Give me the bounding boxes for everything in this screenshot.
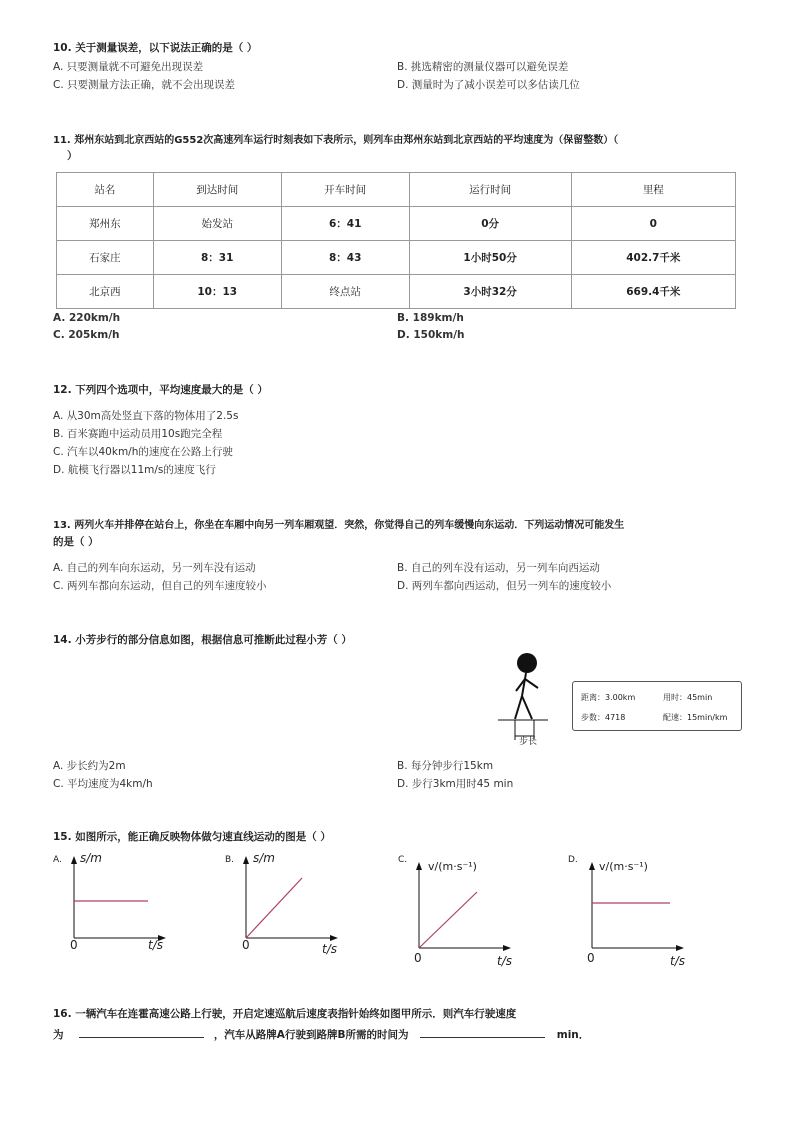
q13-stem-end: 的是（ ） xyxy=(53,536,99,548)
graph-b-line xyxy=(246,878,302,938)
steps-readout: 步数：4718 xyxy=(581,713,626,722)
graph-d-letter: D. xyxy=(568,855,578,865)
table-cell: 终点站 xyxy=(281,275,409,309)
table-cell: 0 xyxy=(571,207,735,241)
table-header-row xyxy=(57,173,736,207)
graph-d-ylabel: v/(m·s⁻¹) xyxy=(599,860,648,873)
time-answer-blank[interactable] xyxy=(420,1026,545,1038)
table-header: 运行时间 xyxy=(409,173,571,207)
q11-option-c[interactable]: C. 205km/h xyxy=(53,329,120,341)
q10-option-a[interactable]: A. 只要测量就不可避免出现误差 xyxy=(53,61,204,73)
table-row xyxy=(57,207,736,241)
table-cell: 0分 xyxy=(409,207,571,241)
table-cell: 3小时32分 xyxy=(409,275,571,309)
q16-stem: 16. 一辆汽车在连霍高速公路上行驶，开启定速巡航后速度表指针始终如图甲所示．则汽车行驶速度 xyxy=(53,1008,517,1020)
q14-option-d[interactable]: D. 步行3km用时45 min xyxy=(397,778,514,790)
graph-a-ylabel: s/m xyxy=(80,851,102,865)
q11-option-b[interactable]: B. 189km/h xyxy=(397,312,464,324)
q14-option-c[interactable]: C. 平均速度为4km/h xyxy=(53,778,153,790)
graph-c-xlabel: t/s xyxy=(497,954,512,968)
q13-option-a[interactable]: A. 自己的列车向东运动，另一列车没有运动 xyxy=(53,562,256,574)
graph-a-xlabel: t/s xyxy=(148,938,163,952)
graph-d-origin: 0 xyxy=(587,951,595,965)
graph-c-line xyxy=(419,892,477,948)
q16-text-b: ，汽车从路牌A行驶到路牌B所需的时间为 xyxy=(213,1029,409,1041)
pace-readout: 配速：15min/km xyxy=(663,713,728,722)
graph-d-xlabel: t/s xyxy=(670,954,685,968)
q16-text-a: 为 xyxy=(53,1029,64,1041)
table-cell: 石家庄 xyxy=(57,241,154,275)
q12-stem: 12. 下列四个选项中，平均速度最大的是（ ） xyxy=(53,384,268,396)
q12-option-c[interactable]: C. 汽车以40km/h的速度在公路上行驶 xyxy=(53,446,233,458)
table-cell: 669.4千米 xyxy=(571,275,735,309)
q16-line2 xyxy=(53,1026,589,1042)
distance-readout: 距离：3.00km xyxy=(581,693,636,702)
walking-figure xyxy=(498,648,558,748)
table-header: 到达时间 xyxy=(153,173,281,207)
speed-answer-blank[interactable] xyxy=(79,1026,204,1038)
q16-text-c: min． xyxy=(556,1029,590,1041)
q11-stem-end: ） xyxy=(67,150,78,162)
table-cell: 始发站 xyxy=(153,207,281,241)
graph-b-ylabel: s/m xyxy=(253,851,275,865)
q11-option-a[interactable]: A. 220km/h xyxy=(53,312,121,324)
table-header: 里程 xyxy=(571,173,735,207)
q10-option-c[interactable]: C. 只要测量方法正确，就不会出现误差 xyxy=(53,79,236,91)
pedometer-card xyxy=(572,681,742,731)
graph-b-origin: 0 xyxy=(242,938,250,952)
graph-a-letter: A. xyxy=(53,855,62,865)
timetable xyxy=(56,172,736,309)
q13-option-c[interactable]: C. 两列车都向东运动，但自己的列车速度较小 xyxy=(53,580,267,592)
q14-stem: 14. 小芳步行的部分信息如图，根据信息可推断此过程小芳（ ） xyxy=(53,634,352,646)
graph-c-letter: C. xyxy=(398,855,408,865)
q13-option-d[interactable]: D. 两列车都向西运动，但另一列车的速度较小 xyxy=(397,580,612,592)
q12-option-d[interactable]: D. 航模飞行器以11m/s的速度飞行 xyxy=(53,464,216,476)
table-cell: 402.7千米 xyxy=(571,241,735,275)
q12-option-b[interactable]: B. 百米赛跑中运动员用10s跑完全程 xyxy=(53,428,223,440)
graph-c-ylabel: v/(m·s⁻¹) xyxy=(428,860,477,873)
graph-b-letter: B. xyxy=(225,855,235,865)
q11-stem: 11. 郑州东站到北京西站的G552次高速列车运行时刻表如下表所示，则列车由郑州东站到北京西站的平均速度为（保留整数）（ xyxy=(53,135,619,146)
table-cell: 北京西 xyxy=(57,275,154,309)
q10-option-d[interactable]: D. 测量时为了减小误差可以多估读几位 xyxy=(397,79,580,91)
graph-b-xlabel: t/s xyxy=(322,942,337,956)
q14-option-b[interactable]: B. 每分钟步行15km xyxy=(397,760,494,772)
q12-option-a[interactable]: A. 从30m高处竖直下落的物体用了2.5s xyxy=(53,410,239,422)
table-header: 站名 xyxy=(57,173,154,207)
time-readout: 用时：45min xyxy=(663,693,713,702)
q13-stem: 13. 两列火车并排停在站台上，你坐在车厢中向另一列车厢观望．突然，你觉得自己的列车缓慢向东运动．下列运动情况可能发生 xyxy=(53,520,625,531)
step-length-label: 步长 xyxy=(519,737,538,747)
table-cell: 10：13 xyxy=(153,275,281,309)
q14-option-a[interactable]: A. 步长约为2m xyxy=(53,760,126,772)
q10-stem: 10. 关于测量误差，以下说法正确的是（ ） xyxy=(53,42,258,54)
table-cell: 1小时50分 xyxy=(409,241,571,275)
q10-option-b[interactable]: B. 挑选精密的测量仪器可以避免误差 xyxy=(397,61,569,73)
table-header: 开车时间 xyxy=(281,173,409,207)
q13-option-b[interactable]: B. 自己的列车没有运动，另一列车向西运动 xyxy=(397,562,600,574)
table-row xyxy=(57,275,736,309)
q15-stem: 15. 如图所示，能正确反映物体做匀速直线运动的图是（ ） xyxy=(53,831,331,843)
table-row xyxy=(57,241,736,275)
q11-option-d[interactable]: D. 150km/h xyxy=(397,329,465,341)
table-cell: 郑州东 xyxy=(57,207,154,241)
table-cell: 8：43 xyxy=(281,241,409,275)
graph-c-origin: 0 xyxy=(414,951,422,965)
table-cell: 8：31 xyxy=(153,241,281,275)
table-cell: 6：41 xyxy=(281,207,409,241)
graph-a-origin: 0 xyxy=(70,938,78,952)
